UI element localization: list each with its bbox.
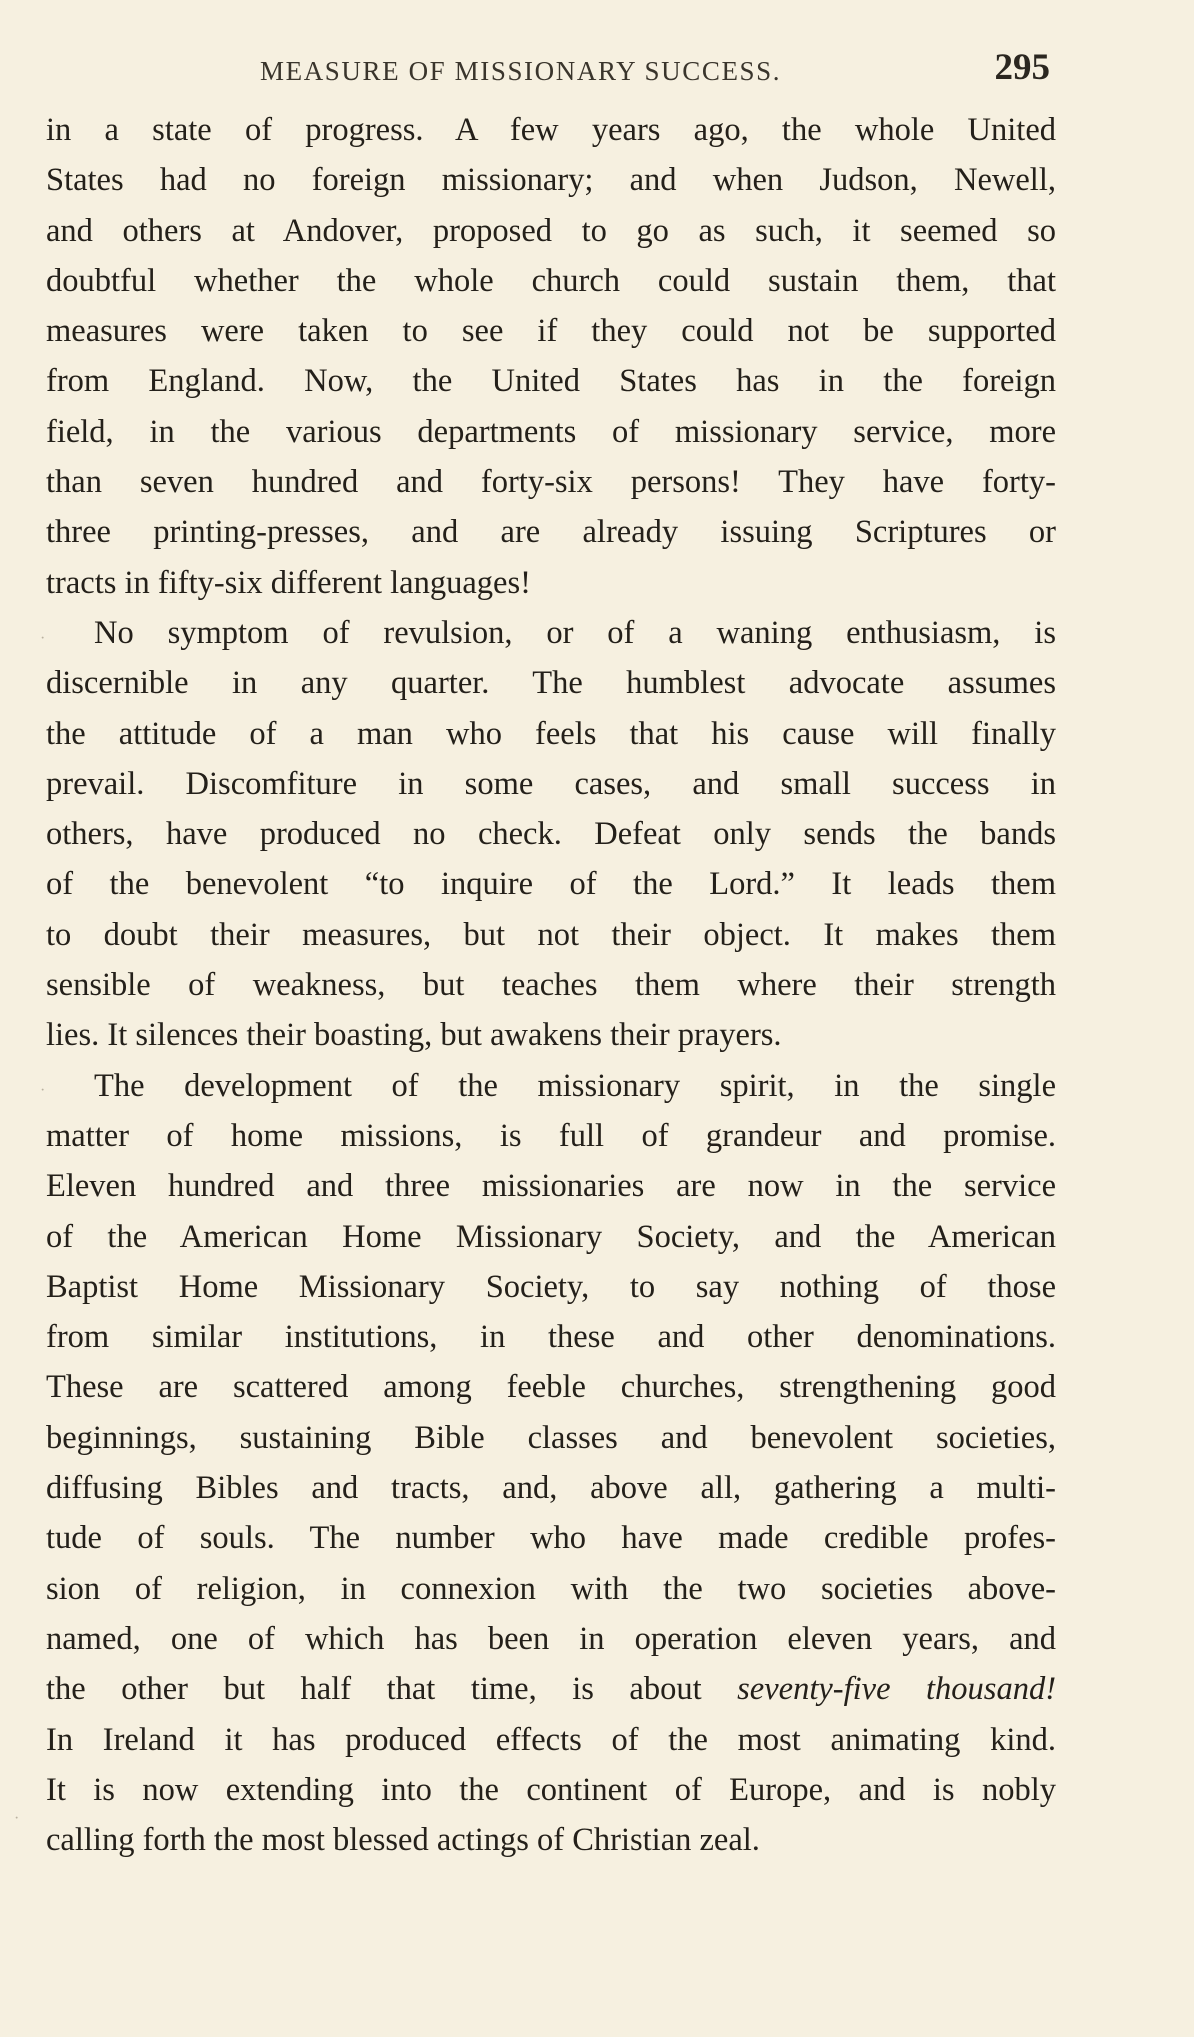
margin-speck: · xyxy=(40,1082,46,1099)
paragraph xyxy=(46,105,1056,608)
text-line: Baptist Home Missionary Society, to say nothing of those xyxy=(46,1268,1056,1305)
text-line: Eleven hundred and three missionaries are now in the service xyxy=(46,1168,1056,1205)
text-line: diffusing Bibles and tracts, and, above all, gathering a multi- xyxy=(46,1470,1056,1507)
text-line: matter of home missions, is full of grandeur and promise. xyxy=(46,1117,1056,1154)
text-line: discernible in any quarter. The humblest advocate assumes xyxy=(46,665,1056,702)
text-line: measures were taken to see if they could not be supported xyxy=(46,313,1056,350)
text-line: to doubt their measures, but not their object. It makes them xyxy=(46,916,1056,953)
text-line: than seven hundred and forty-six persons! They have forty- xyxy=(46,464,1056,501)
text-line: others, have produced no check. Defeat only sends the bands xyxy=(46,816,1056,853)
text-line: and others at Andover, proposed to go as such, it seemed so xyxy=(46,212,1056,249)
text-line: calling forth the most blessed actings of Christian zeal. xyxy=(46,1822,760,1859)
text-line: tracts in fifty-six different languages! xyxy=(46,564,531,601)
text-line: in a state of progress. A few years ago, the whole United xyxy=(46,112,1056,148)
text-line: from England. Now, the United States has in the foreign xyxy=(46,363,1056,400)
text-line: prevail. Discomfiture in some cases, and small success in xyxy=(46,765,1056,802)
text-line: sion of religion, in connexion with the two societies above- xyxy=(46,1570,1056,1607)
text-fragment: the other but half that time, is about xyxy=(46,1671,738,1708)
text-line: of the benevolent “to inquire of the Lord.” It leads them xyxy=(46,866,1056,903)
text-line: The development of the missionary spirit, in the single xyxy=(94,1067,1056,1104)
text-line: the attitude of a man who feels that his cause will finally xyxy=(46,715,1056,752)
text-line: beginnings, sustaining Bible classes and benevolent societies, xyxy=(46,1419,1056,1456)
text-line: sensible of weakness, but teaches them where their strength xyxy=(46,967,1056,1004)
text-line: lies. It silences their boasting, but awakens their prayers. xyxy=(46,1017,782,1054)
page-number: 295 xyxy=(994,47,1050,88)
text-line: It is now extending into the continent of Europe, and is nobly xyxy=(46,1771,1056,1808)
margin-speck: · xyxy=(40,630,46,647)
emphasized-phrase: seventy-five thousand! xyxy=(737,1671,1057,1708)
running-head xyxy=(260,46,1050,96)
text-line: These are scattered among feeble churches, strengthening good xyxy=(46,1369,1056,1406)
text-line: States had no foreign missionary; and when Judson, Newell, xyxy=(46,162,1056,199)
text-line: tude of souls. The number who have made credible profes- xyxy=(46,1520,1056,1557)
text-line-with-emphasis xyxy=(46,1664,1056,1714)
text-line: three printing-presses, and are already issuing Scriptures or xyxy=(46,514,1056,551)
running-head-title: MEASURE OF MISSIONARY SUCCESS. xyxy=(260,56,782,86)
body-text xyxy=(46,105,1056,1865)
text-line: No symptom of revulsion, or of a waning enthusiasm, is xyxy=(94,614,1056,651)
paragraph xyxy=(46,608,1056,1061)
text-line: from similar institutions, in these and other denominations. xyxy=(46,1319,1056,1356)
text-line: field, in the various departments of missionary service, more xyxy=(46,413,1056,450)
paragraph xyxy=(46,1061,1056,1866)
text-line: In Ireland it has produced effects of the most animating kind. xyxy=(46,1721,1056,1758)
text-line: of the American Home Missionary Society, and the American xyxy=(46,1218,1056,1255)
text-line: named, one of which has been in operation eleven years, and xyxy=(46,1620,1056,1657)
text-line: doubtful whether the whole church could sustain them, that xyxy=(46,262,1056,299)
margin-speck: · xyxy=(14,1810,20,1827)
